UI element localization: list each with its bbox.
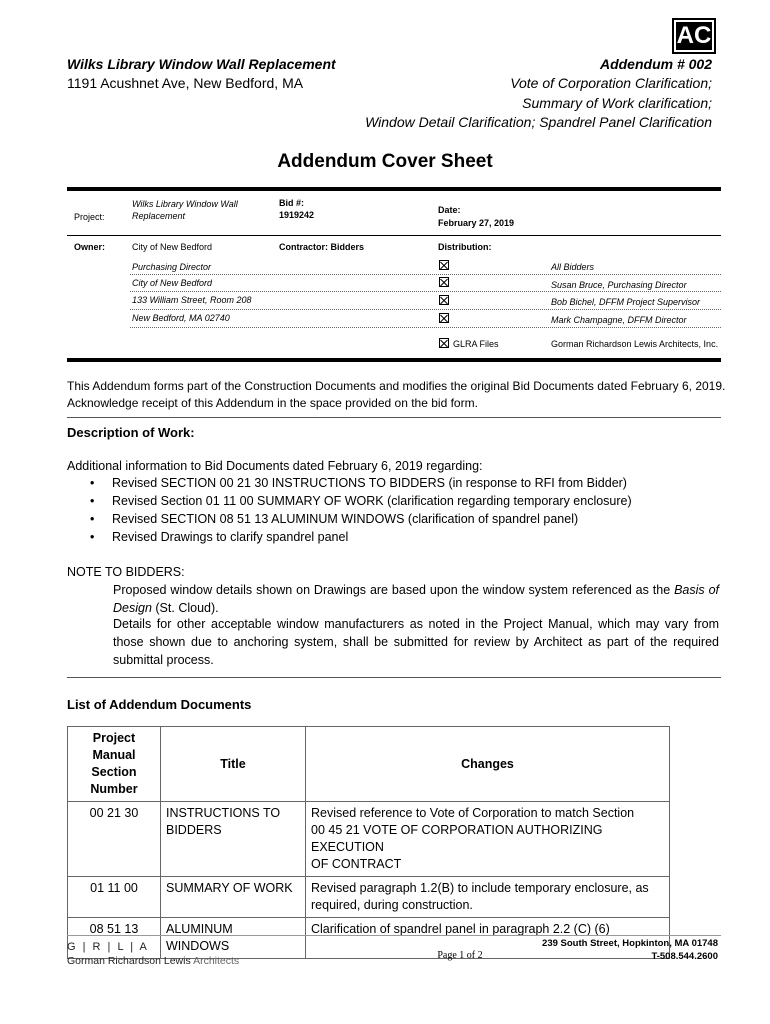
note-italic-text: Basis of Design	[113, 583, 719, 615]
document-changes: Revised paragraph 1.2(B) to include temporary enclosure, as required, during construction.	[306, 877, 670, 918]
distribution-item: All Bidders	[551, 262, 595, 272]
documents-table	[67, 726, 670, 959]
document-title: SUMMARY OF WORK	[161, 877, 306, 918]
note-paragraph	[113, 581, 719, 617]
section-number: 00 21 30	[68, 802, 161, 877]
intro-line: Acknowledge receipt of this Addendum in the space provided on the bid form.	[67, 396, 478, 410]
bid-number: 1919242	[279, 210, 315, 220]
addendum-subject-line: Window Detail Clarification; Spandrel Panel Clarification	[365, 114, 712, 130]
footer-address: 239 South Street, Hopkinton, MA 01748	[542, 938, 718, 949]
row-divider	[130, 327, 721, 328]
document-title: INSTRUCTIONS TO BIDDERS	[161, 802, 306, 877]
owner-address-line: New Bedford, MA 02740	[132, 313, 230, 323]
page-number: Page 1 of 2	[437, 950, 483, 961]
checkbox-checked-icon	[439, 260, 449, 270]
table-row	[68, 802, 670, 877]
owner-value: City of New Bedford	[132, 242, 213, 252]
glra-firm-name: Gorman Richardson Lewis Architects, Inc.	[551, 339, 719, 349]
project-name-line: Replacement	[132, 211, 186, 221]
intro-line: This Addendum forms part of the Construction Documents and modifies the original Bid Documents dated February 6, 2019.	[67, 379, 726, 393]
addendum-subject-line: Summary of Work clarification;	[522, 95, 712, 111]
distribution-label: Distribution:	[438, 242, 492, 252]
bid-label: Bid #:	[279, 198, 305, 208]
footer-phone: T-508.544.2600	[651, 951, 718, 962]
logo-name-bold: Gorman Richardson Lewis	[67, 955, 191, 967]
contractor-label: Contractor: Bidders	[279, 242, 365, 252]
owner-label: Owner:	[74, 242, 106, 252]
note-paragraph: Details for other acceptable window manufacturers as noted in the Project Manual, which may vary from those shown due to anchoring system, shall be submitted for review by Architect as part of the required submittal process.	[113, 617, 719, 667]
description-bullet: • Revised SECTION 00 21 30 INSTRUCTIONS TO BIDDERS (in response to RFI from Bidder)	[90, 474, 632, 492]
description-bullet: • Revised Section 01 11 00 SUMMARY OF WORK (clarification regarding temporary enclosure)	[90, 492, 632, 510]
description-bullet: • Revised Drawings to clarify spandrel panel	[90, 528, 632, 546]
date-value: February 27, 2019	[438, 218, 515, 228]
document-title: ALUMINUM WINDOWS	[161, 918, 306, 959]
owner-address-line: 133 William Street, Room 208	[132, 295, 252, 305]
owner-address-line: City of New Bedford	[132, 278, 213, 288]
description-lead: Additional information to Bid Documents dated February 6, 2019 regarding:	[67, 459, 483, 473]
row-divider	[130, 309, 721, 310]
document-changes: Revised reference to Vote of Corporation to match Section 00 45 21 VOTE OF CORPORATION AUTHORIZING EXECUTION OF CONTRACT	[306, 802, 670, 877]
column-header-changes: Changes	[306, 727, 670, 802]
distribution-item: Mark Champagne, DFFM Director	[551, 315, 687, 325]
checkbox-checked-icon	[439, 313, 449, 323]
addendum-subject-line: Vote of Corporation Clarification;	[510, 75, 712, 91]
table-header-row	[68, 727, 670, 802]
info-top-rule	[67, 187, 721, 191]
ac-stamp-text: AC	[676, 22, 712, 49]
document-changes: Clarification of spandrel panel in paragraph 2.2 (C) (6)	[306, 918, 670, 959]
documents-heading: List of Addendum Documents	[67, 697, 252, 712]
column-header-title: Title	[161, 727, 306, 802]
row-divider	[130, 274, 721, 275]
section-number: 01 11 00	[68, 877, 161, 918]
table-row	[68, 877, 670, 918]
glra-logo-mark: G | R | L | A	[67, 941, 149, 953]
note-heading: NOTE TO BIDDERS:	[67, 565, 185, 579]
section-number: 08 51 13	[68, 918, 161, 959]
checkbox-checked-icon	[439, 295, 449, 305]
project-label: Project:	[74, 212, 105, 222]
cover-sheet-title: Addendum Cover Sheet	[277, 151, 493, 172]
note-divider	[67, 677, 721, 678]
ac-stamp-logo	[672, 18, 716, 54]
distribution-item: Susan Bruce, Purchasing Director	[551, 280, 687, 290]
description-bullet: • Revised SECTION 08 51 13 ALUMINUM WINDOWS (clarification of spandrel panel)	[90, 510, 632, 528]
intro-divider	[67, 417, 721, 418]
note-text: (St. Cloud).	[151, 601, 219, 615]
footer-rule	[67, 935, 721, 936]
date-label: Date:	[438, 205, 461, 215]
info-mid-rule	[67, 235, 721, 236]
glra-files-label: GLRA Files	[453, 339, 499, 349]
checkbox-checked-icon	[439, 338, 449, 348]
row-divider	[130, 291, 721, 292]
column-header-section: Project Manual Section Number	[68, 727, 161, 802]
project-title: Wilks Library Window Wall Replacement	[67, 56, 336, 72]
project-address: 1191 Acushnet Ave, New Bedford, MA	[67, 75, 304, 91]
owner-address-line: Purchasing Director	[132, 262, 212, 272]
description-heading: Description of Work:	[67, 425, 195, 440]
checkbox-checked-icon	[439, 277, 449, 287]
info-bottom-rule	[67, 358, 721, 362]
distribution-item: Bob Bichel, DFFM Project Supervisor	[551, 297, 701, 307]
description-bullet-list	[90, 474, 632, 546]
project-name-line: Wilks Library Window Wall	[132, 199, 238, 209]
note-text: Proposed window details shown on Drawings are based upon the window system referenced as the	[113, 583, 675, 597]
logo-name-light: Architects	[193, 955, 240, 967]
addendum-number: Addendum # 002	[599, 56, 712, 72]
